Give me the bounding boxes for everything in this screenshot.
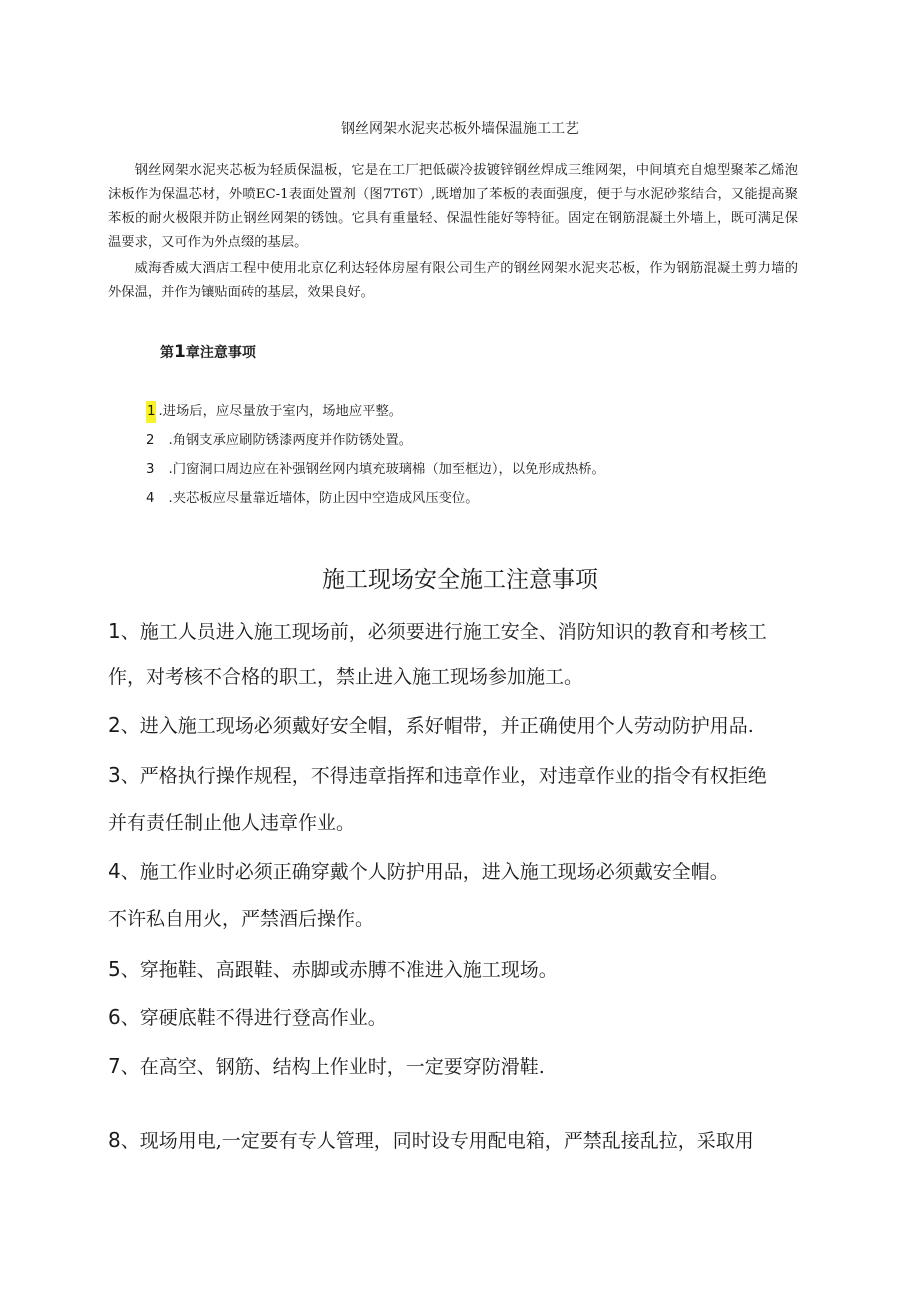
section-title: 施工现场安全施工注意事项 [322, 567, 598, 593]
rule-text: 、穿拖鞋、高跟鞋、赤脚或赤膊不准进入施工现场。 [120, 959, 558, 981]
note-item [146, 488, 605, 517]
note-number: 2 [146, 433, 155, 448]
rule-number: 8 [108, 1128, 121, 1152]
note-item [146, 401, 605, 430]
rule-line [108, 904, 374, 933]
note-item [146, 459, 605, 488]
chapter-number: 1 [174, 342, 186, 362]
chapter-prefix: 第 [160, 345, 174, 361]
rule-text: 不许私自用火，严禁酒后操作。 [108, 908, 375, 930]
rule-line [108, 1003, 387, 1032]
rule-text: 、在高空、钢筋、结构上作业时，一定要穿防滑鞋. [120, 1056, 545, 1078]
note-item [146, 430, 605, 459]
note-text: .进场后，应尽量放于室内，场地应平整。 [158, 404, 403, 419]
intro-paragraph-1: 钢丝网架水泥夹芯板为轻质保温板，它是在工厂把低碳冷拔镀锌钢丝焊成三维网架，中间填充自熄型聚苯乙烯泡沫板作为保温芯材，外喷EC-1表面处置剂（图7T6T）,既增加了苯板的表面强度，便于与水泥砂浆结合，又能提高聚苯板的耐火极限并防止钢丝网架的锈蚀。它具有重量轻、保温性能好等特征。固定在钢筋混凝土外墙上，既可满足保温要求，又可作为外点缀的基层。 [108, 163, 798, 250]
notes-list [146, 401, 605, 517]
note-number: 4 [146, 491, 155, 506]
note-text: .门窗洞口周边应在补强钢丝网内填充玻璃棉（加至框边），以免形成热桥。 [168, 462, 605, 477]
rule-text: 、穿硬底鞋不得进行登高作业。 [120, 1007, 387, 1029]
rule-number: 5 [108, 957, 121, 981]
rule-line [108, 761, 767, 790]
rule-text: 、现场用电,一定要有专人管理，同时设专用配电箱，严禁乱接乱拉，采取用 [120, 1130, 754, 1152]
rule-text: 、严格执行操作规程，不得违章指挥和违章作业，对违章作业的指令有权拒绝 [120, 765, 767, 787]
rule-text: 、进入施工现场必须戴好安全帽，系好帽带，并正确使用个人劳动防护用品. [120, 715, 754, 737]
rule-text: 并有责任制止他人违章作业。 [108, 812, 356, 834]
rule-number: 3 [108, 763, 121, 787]
chapter-suffix: 章注意事项 [185, 345, 256, 361]
rule-line [108, 711, 754, 740]
rule-line [108, 1126, 754, 1155]
rule-text: 作，对考核不合格的职工，禁止进入施工现场参加施工。 [108, 666, 584, 688]
rule-line [108, 857, 729, 886]
rule-number: 1 [108, 619, 121, 643]
rule-number: 4 [108, 859, 121, 883]
rule-number: 7 [108, 1054, 121, 1078]
rule-text: 、施工作业时必须正确穿戴个人防护用品，进入施工现场必须戴安全帽。 [120, 861, 729, 883]
note-text: .角钢支承应刷防锈漆两度并作防锈处置。 [168, 433, 413, 448]
rule-line [108, 1052, 545, 1081]
rule-line [108, 617, 767, 646]
rule-line [108, 662, 583, 691]
chapter-heading [160, 342, 256, 362]
rule-text: 、施工人员进入施工现场前，必须要进行施工安全、消防知识的教育和考核工 [120, 621, 767, 643]
rule-line [108, 808, 355, 837]
rule-number: 2 [108, 713, 121, 737]
note-text: .夹芯板应尽量靠近墙体，防止因中空造成风压变位。 [168, 491, 479, 506]
note-number-highlighted: 1 [146, 401, 156, 423]
rule-line [108, 955, 558, 984]
intro-paragraph-2: 威海香威大酒店工程中使用北京亿利达轻体房屋有限公司生产的钢丝网架水泥夹芯板，作为钢筋混凝土剪力墙的外保温，并作为镶贴面砖的基层，效果良好。 [108, 261, 798, 300]
document-title: 钢丝网架水泥夹芯板外墙保温施工工艺 [341, 121, 579, 137]
note-number: 3 [146, 462, 155, 477]
rule-number: 6 [108, 1005, 121, 1029]
